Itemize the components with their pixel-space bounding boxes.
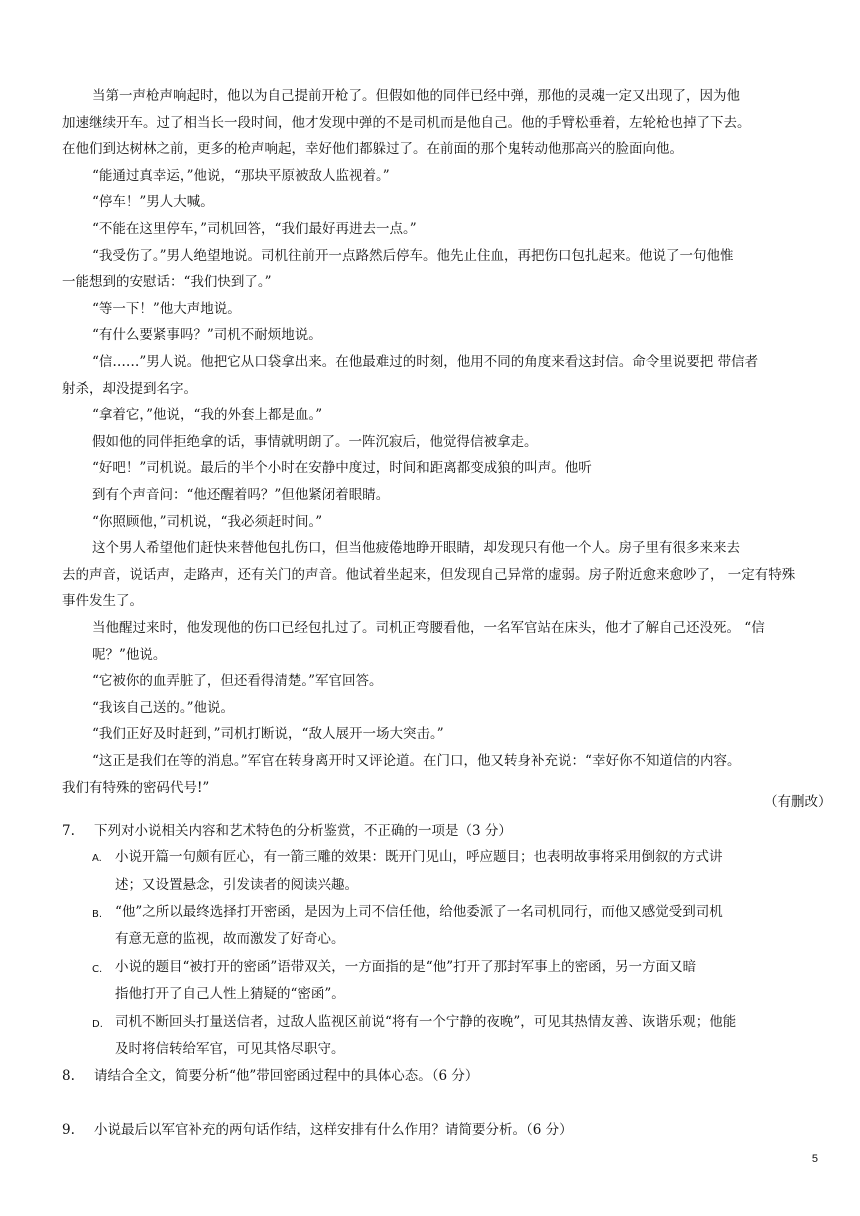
passage-line: “它被你的血弄脏了，但还看得清楚。”军官回答。 <box>92 673 383 690</box>
option-a-line-1: 小说开篇一句颇有匠心，有一箭三雕的效果：既开门见山，呼应题目；也表明故事将采用倒叙的方式讲 <box>115 849 723 865</box>
question-8-text: 请结合全文，简要分析“他”带回密函过程中的具体心态。（6 分） <box>94 1068 479 1084</box>
passage-line: 假如他的同伴拒绝拿的话，事情就明朗了。一阵沉寂后，他觉得信被拿走。 <box>92 433 538 450</box>
passage-line: 在他们到达树林之前，更多的枪声响起，幸好他们都躲过了。在前面的那个鬼转动他那高兴的脸面向他。 <box>62 141 683 158</box>
passage-line: “能通过真幸运，”他说，“那块平原被敌人监视着。” <box>92 167 390 184</box>
passage-line: 这个男人希望他们赶快来替他包扎伤口，但当他疲倦地睁开眼睛，却发现只有他一个人。房子里有很多来来去 <box>92 540 740 557</box>
option-c-label: C. <box>92 964 103 975</box>
passage-line: “这正是我们在等的消息。”军官在转身离开时又评论道。在门口，他又转身补充说：“幸好你不知道信的内容。 <box>92 753 741 769</box>
source-note: （有删改） <box>764 794 832 810</box>
option-a-line-2: 述；又设置悬念，引发读者的阅读兴趣。 <box>115 877 358 893</box>
passage-line: 射杀，却没提到名字。 <box>62 380 197 397</box>
option-b-line-1: “他”之所以最终选择打开密函，是因为上司不信任他，给他委派了一名司机同行，而他又感觉受到司机 <box>115 904 723 920</box>
passage-line: “停车！”男人大喊。 <box>92 194 214 211</box>
passage-line: “我们正好及时赶到，”司机打断说，“敌人展开一场大突击。” <box>92 726 444 743</box>
passage-line: “我该自己送的。”他说。 <box>92 699 235 716</box>
passage-line: 当第一声枪声响起时，他以为自己提前开枪了。但假如他的同伴已经中弹，那他的灵魂一定又出现了，因为他 <box>92 88 740 104</box>
option-b-label: B. <box>92 909 103 920</box>
passage-line: 到有个声音问：“他还醒着吗？”但他紧闭着眼睛。 <box>92 487 390 503</box>
passage-line: 事件发生了。 <box>62 593 143 610</box>
passage-line: “有什么要紧事吗？”司机不耐烦地说。 <box>92 327 322 344</box>
passage-line: “拿着它，”他说，“我的外套上都是血。” <box>92 407 323 424</box>
page-number: 5 <box>811 1153 818 1165</box>
option-d-line-1: 司机不断回头打量送信者，过敌人监视区前说“将有一个宁静的夜晚”，可见其热情友善、诙谐乐观；他能 <box>115 1014 737 1030</box>
question-9-number: 9. <box>62 1122 75 1138</box>
question-7-text: 下列对小说相关内容和艺术特色的分析鉴赏，不正确的一项是（3 分） <box>94 823 512 839</box>
passage-line: 一能想到的安慰话：“我们快到了。” <box>62 274 272 291</box>
passage-line: 加速继续开车。过了相当长一段时间，他才发现中弹的不是司机而是他自己。他的手臂松垂着，左轮枪也掉了下去。 <box>62 114 751 131</box>
passage-line: “好吧！”司机说。最后的半个小时在安静中度过，时间和距离都变成狼的叫声。他听 <box>92 460 592 477</box>
option-d-label: D. <box>92 1019 103 1030</box>
question-7-number: 7. <box>62 823 75 839</box>
passage-line: 呢？”他说。 <box>92 646 167 663</box>
question-9-text: 小说最后以军官补充的两句话作结，这样安排有什么作用？请简要分析。（6 分） <box>94 1122 573 1138</box>
passage-line: 当他醒过来时，他发现他的伤口已经包扎过了。司机正弯腰看他，一名军官站在床头，他才了解自己还没死。 “信 <box>92 620 765 636</box>
passage-line: “等一下！”他大声地说。 <box>92 300 241 317</box>
passage-line: “我受伤了。”男人绝望地说。司机往前开一点路然后停车。他先止住血，再把伤口包扎起来。他说了一句他惟 <box>92 247 734 264</box>
passage-line: “不能在这里停车，”司机回答，“我们最好再进去一点。” <box>92 221 417 237</box>
option-d-line-2: 及时将信转给军官，可见其恪尽职守。 <box>115 1041 345 1057</box>
question-8-number: 8. <box>62 1068 75 1084</box>
option-c-line-2: 指他打开了自己人性上猜疑的“密函”。 <box>115 986 345 1002</box>
option-a-label: A. <box>92 853 102 864</box>
passage-line: 去的声音，说话声，走路声，还有关门的声音。他试着坐起来，但发现自己异常的虚弱。房子附近愈来愈吵了， 一定有特殊 <box>62 566 796 583</box>
passage-line: “你照顾他，”司机说，“我必须赶时间。” <box>92 513 323 530</box>
passage-line: “信……”男人说。他把它从口袋拿出来。在他最难过的时刻，他用不同的角度来看这封信。命令里说要把 带信者 <box>92 354 759 370</box>
option-b-line-2: 有意无意的监视，故而激发了好奇心。 <box>115 931 345 947</box>
option-c-line-1: 小说的题目“被打开的密函”语带双关，一方面指的是“他”打开了那封军事上的密函，另一方面又暗 <box>115 959 697 975</box>
passage-line: 我们有特殊的密码代号!” <box>62 779 210 796</box>
